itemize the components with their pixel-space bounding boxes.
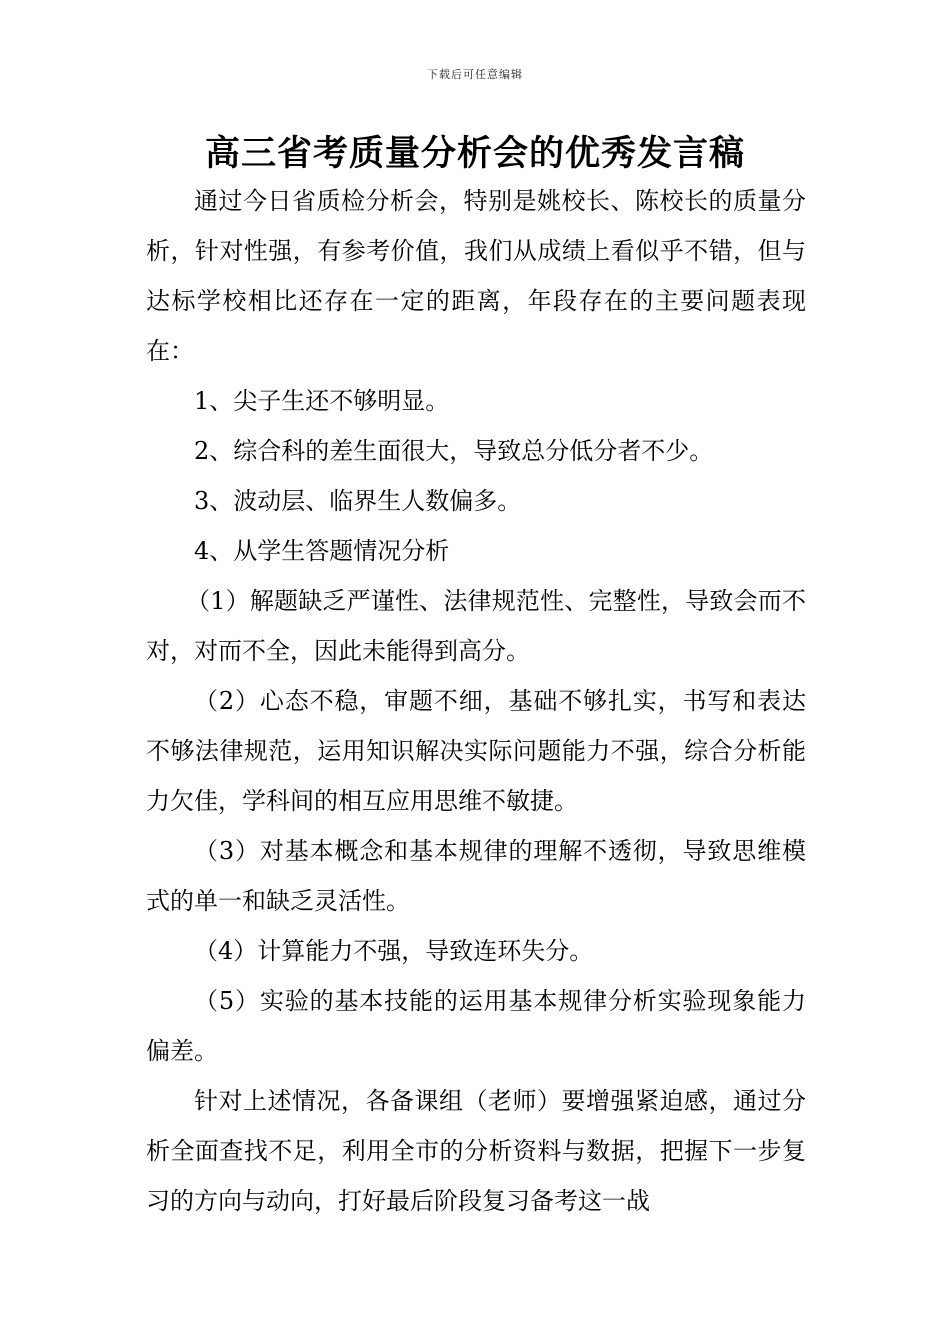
problem-item-2: 2、综合科的差生面很大，导致总分低分者不少。 (194, 437, 714, 465)
document-title: 高三省考质量分析会的优秀发言稿 (204, 134, 745, 174)
document-body (146, 176, 806, 1226)
problem-item-3: 3、波动层、临界生人数偏多。 (194, 487, 522, 515)
page-header-note: 下载后可任意编辑 (427, 68, 523, 81)
analysis-point-5: （5）实验的基本技能的运用基本规律分析实验现象能力偏差。 (146, 987, 806, 1065)
intro-paragraph: 通过今日省质检分析会，特别是姚校长、陈校长的质量分析，针对性强，有参考价值，我们从成绩上看似乎不错，但与达标学校相比还存在一定的距离，年段存在的主要问题表现在： (146, 187, 806, 365)
problem-item-1: 1、尖子生还不够明显。 (194, 387, 450, 415)
response-paragraph: 针对上述情况，各备课组（老师）要增强紧迫感，通过分析全面查找不足，利用全市的分析资料与数据，把握下一步复习的方向与动向，打好最后阶段复习备考这一战 (146, 1087, 806, 1215)
analysis-point-3: （3）对基本概念和基本规律的理解不透彻，导致思维模式的单一和缺乏灵活性。 (146, 837, 806, 915)
analysis-point-1: （1）解题缺乏严谨性、法律规范性、完整性，导致会而不对，对而不全，因此未能得到高分。 (146, 587, 806, 665)
analysis-point-4: （4）计算能力不强，导致连环失分。 (194, 937, 594, 965)
problem-item-4: 4、从学生答题情况分析 (194, 537, 450, 565)
analysis-point-2: （2）心态不稳，审题不细，基础不够扎实，书写和表达不够法律规范，运用知识解决实际问题能力不强，综合分析能力欠佳，学科间的相互应用思维不敏捷。 (146, 687, 806, 815)
